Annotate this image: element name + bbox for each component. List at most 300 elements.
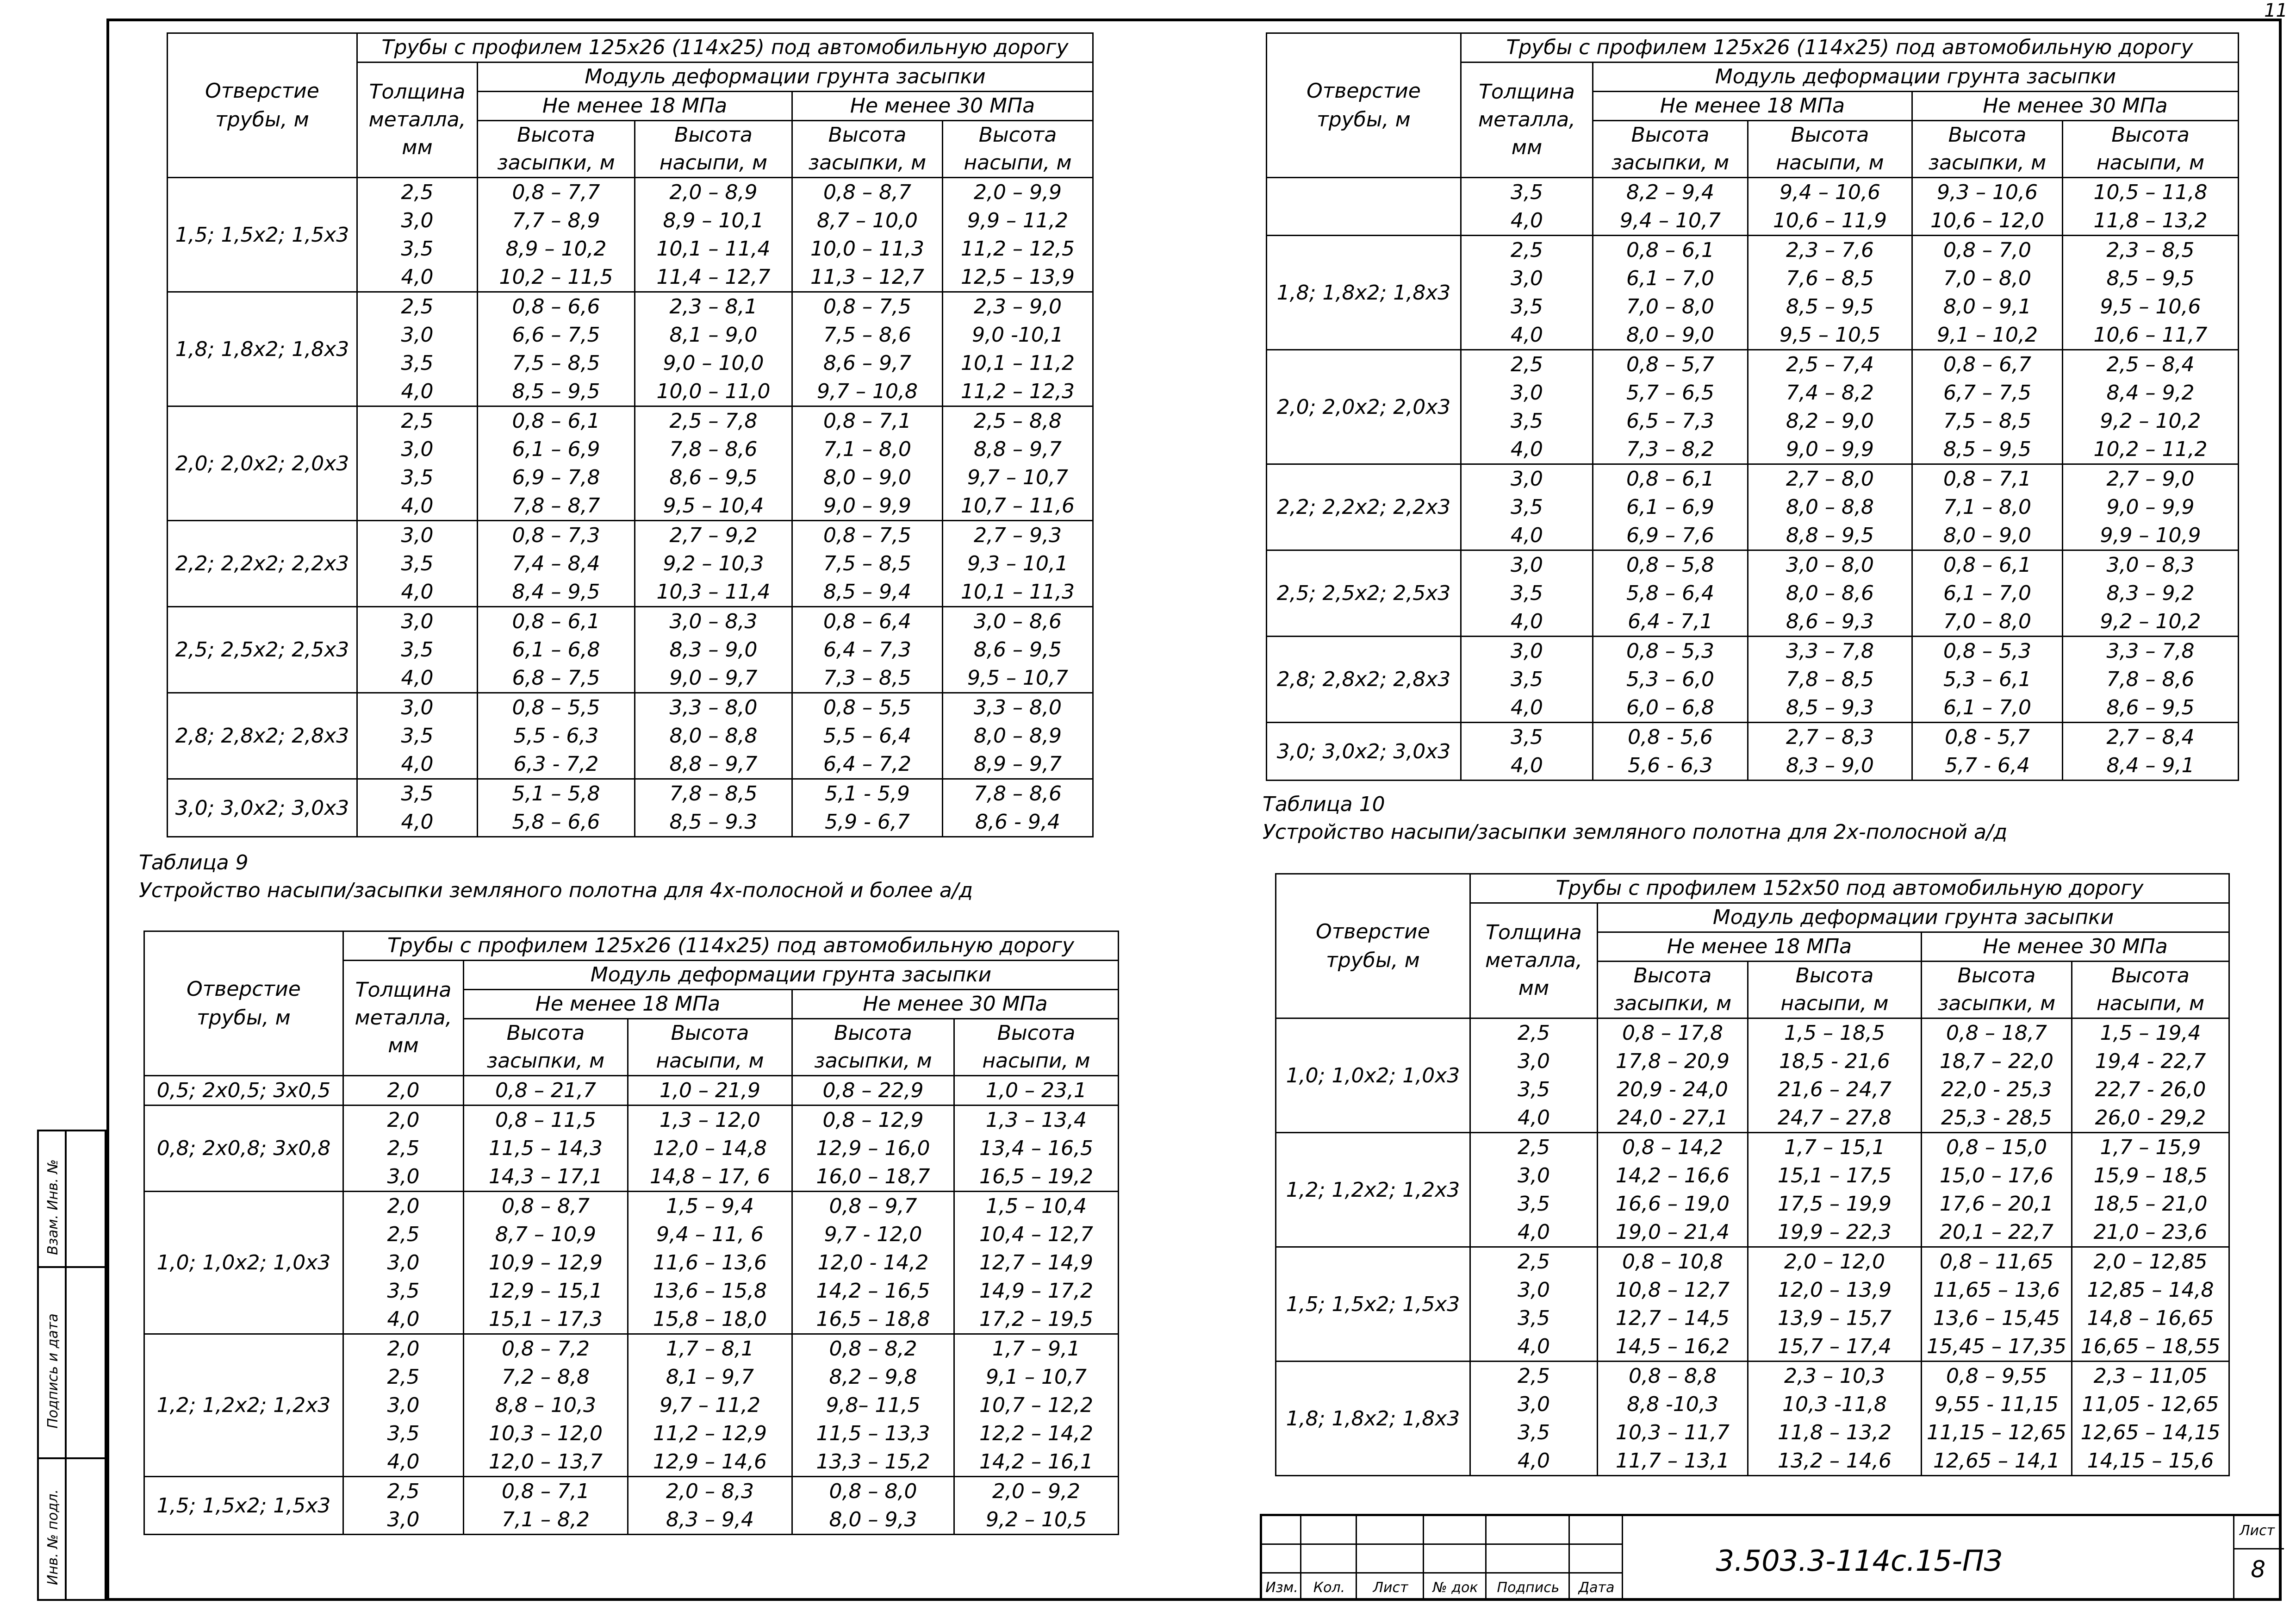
value: 3,0 – 8,3 xyxy=(669,610,758,633)
value: 20,1 – 22,7 xyxy=(1940,1220,2053,1244)
value: 5,3 – 6,0 xyxy=(1626,668,1714,691)
value: 10,1 – 11,2 xyxy=(961,351,1075,375)
value: 0,8 – 18,7 xyxy=(1946,1021,2047,1045)
value: 10,4 – 12,7 xyxy=(979,1223,1093,1246)
value: 8,2 – 9,4 xyxy=(1626,181,1714,204)
value: 6,4 – 7,2 xyxy=(823,752,911,776)
value: 2,3 – 11,05 xyxy=(2093,1364,2208,1388)
embank18-cell xyxy=(628,1076,792,1106)
opening-cell: 0,8; 2х0,8; 3х0,8 xyxy=(144,1106,343,1192)
value: 12,7 – 14,5 xyxy=(1616,1306,1730,1330)
value: 8,3 – 9,2 xyxy=(2106,581,2195,605)
table-row-group xyxy=(1276,1247,2229,1362)
header-backfill: Высота засыпки, м xyxy=(1593,121,1748,178)
value: 9,5 – 10,5 xyxy=(1780,323,1880,347)
value: 14,9 – 17,2 xyxy=(979,1279,1093,1303)
value: 14,8 – 17, 6 xyxy=(650,1165,770,1188)
value: 11,2 – 12,3 xyxy=(961,380,1075,403)
header-embank: Высота насыпи, м xyxy=(954,1019,1119,1076)
opening-cell: 1,2; 1,2х2; 1,2х3 xyxy=(144,1334,343,1477)
header-embank: Высота насыпи, м xyxy=(943,121,1093,178)
embank30-cell xyxy=(2063,550,2239,637)
stamp-label-izm: Изм. xyxy=(1265,1580,1298,1596)
value: 6,1 – 7,0 xyxy=(1943,696,2031,719)
value: 7,3 – 8,2 xyxy=(1626,437,1714,461)
value: 9,0 – 9,9 xyxy=(1786,437,1874,461)
value: 0,8 – 8,7 xyxy=(502,1194,590,1218)
header-min30: Не менее 30 МПа xyxy=(1922,932,2229,962)
value: 9,0 – 9,9 xyxy=(823,494,911,518)
value: 2,7 – 9,0 xyxy=(2106,467,2195,491)
header-modulus: Модуль деформации грунта засыпки xyxy=(478,62,1093,92)
value: 2,5 xyxy=(1511,353,1543,376)
embank18-cell xyxy=(635,292,792,406)
table-top-left xyxy=(167,32,1094,837)
value: 13,9 – 15,7 xyxy=(1778,1306,1892,1330)
value: 13,6 – 15,45 xyxy=(1933,1306,2060,1330)
embank30-cell xyxy=(943,521,1093,607)
value: 3,5 xyxy=(401,724,434,748)
value: 4,0 xyxy=(401,380,434,403)
value: 8,5 – 9,5 xyxy=(2106,267,2195,290)
header-thickness: Толщина металла, мм xyxy=(343,961,464,1076)
header-thickness: Толщина металла, мм xyxy=(1461,62,1593,178)
value: 1,0 – 23,1 xyxy=(986,1079,1087,1102)
table-9 xyxy=(143,931,1119,1535)
thickness-cell xyxy=(1461,723,1593,781)
value: 3,0 xyxy=(387,1165,420,1188)
page-number: 11 xyxy=(2264,0,2288,21)
value: 5,8 – 6,6 xyxy=(512,810,600,834)
value: 12,5 – 13,9 xyxy=(961,265,1075,289)
value: 3,3 – 8,0 xyxy=(669,696,758,719)
value: 0,8 – 22,9 xyxy=(822,1079,924,1102)
backfill30-cell xyxy=(792,1106,954,1192)
header-backfill: Высота засыпки, м xyxy=(1922,962,2072,1018)
table-row-group xyxy=(168,178,1093,292)
value: 3,0 xyxy=(401,437,434,461)
value: 11,2 – 12,9 xyxy=(653,1422,767,1445)
value: 8,5 – 9,5 xyxy=(512,380,600,403)
value: 15,1 – 17,5 xyxy=(1778,1164,1892,1187)
header-modulus: Модуль деформации грунта засыпки xyxy=(1598,903,2229,932)
value: 0,8 – 5,7 xyxy=(1626,353,1714,376)
value: 9,8– 11,5 xyxy=(826,1393,921,1417)
table-top-right xyxy=(1266,32,2239,781)
value: 2,5 xyxy=(1518,1364,1550,1388)
value: 9,7 – 10,8 xyxy=(817,380,918,403)
value: 0,8 – 5,3 xyxy=(1626,639,1714,663)
backfill18-cell xyxy=(478,292,635,406)
header-pipe-type: Трубы с профилем 152х50 под автомобильную дорогу xyxy=(1470,874,2229,903)
value: 8,8 – 9,5 xyxy=(1786,524,1874,547)
embank30-cell xyxy=(2063,236,2239,350)
value: 4,0 xyxy=(1511,209,1543,232)
value: 8,0 – 8,9 xyxy=(974,724,1062,748)
value: 13,4 – 16,5 xyxy=(979,1137,1093,1160)
opening-cell: 1,5; 1,5х2; 1,5х3 xyxy=(144,1477,343,1535)
value: 9,5 – 10,6 xyxy=(2100,295,2201,319)
value: 3,5 xyxy=(1511,725,1543,749)
value: 10,6 – 12,0 xyxy=(1930,209,2044,232)
value: 3,5 xyxy=(1511,668,1543,691)
header-min30: Не менее 30 МПа xyxy=(1912,92,2239,121)
thickness-cell xyxy=(1461,550,1593,637)
value: 2,0 xyxy=(387,1194,420,1218)
header-backfill: Высота засыпки, м xyxy=(1912,121,2063,178)
value: 3,5 xyxy=(401,782,434,806)
value: 16,65 – 18,55 xyxy=(2080,1335,2221,1358)
value: 7,1 – 8,0 xyxy=(1943,495,2031,519)
backfill30-cell xyxy=(792,1192,954,1334)
backfill18-cell xyxy=(1593,350,1748,464)
backfill18-cell xyxy=(1598,1247,1748,1362)
value: 2,0 – 9,9 xyxy=(974,181,1062,204)
table-row-group xyxy=(168,607,1093,693)
value: 10,9 – 12,9 xyxy=(489,1251,603,1274)
value: 2,5 – 7,8 xyxy=(669,409,758,433)
value: 6,7 – 7,5 xyxy=(1943,381,2031,405)
backfill30-cell xyxy=(1922,1133,2072,1247)
value: 8,5 – 9,4 xyxy=(823,580,911,604)
value: 13,6 – 15,8 xyxy=(653,1279,767,1303)
value: 0,8 – 6,1 xyxy=(512,409,600,433)
value: 11,05 - 12,65 xyxy=(2082,1393,2219,1416)
value: 11,7 – 13,1 xyxy=(1616,1449,1730,1473)
value: 9,2 – 10,3 xyxy=(663,552,764,575)
value: 9,0 -10,1 xyxy=(972,323,1064,347)
value: 0,8 – 6,7 xyxy=(1943,353,2031,376)
value: 0,8 – 6,6 xyxy=(512,295,600,319)
value: 10,2 – 11,5 xyxy=(499,265,613,289)
table9-caption: Таблица 9 xyxy=(139,851,249,874)
table10-caption: Таблица 10 xyxy=(1263,793,1385,816)
value: 2,0 xyxy=(387,1337,420,1361)
backfill30-cell xyxy=(1912,236,2063,350)
value: 0,8 – 14,2 xyxy=(1622,1136,1723,1159)
embank30-cell xyxy=(954,1334,1119,1477)
value: 19,9 – 22,3 xyxy=(1778,1220,1892,1244)
value: 10,7 – 11,6 xyxy=(961,494,1075,518)
value: 3,0 xyxy=(1511,553,1543,577)
table10-title: Устройство насыпи/засыпки земляного полотна для 2х-полосной а/д xyxy=(1263,820,2008,844)
table-row-group xyxy=(1276,1133,2229,1247)
value: 19,0 – 21,4 xyxy=(1616,1220,1730,1244)
value: 10,0 – 11,0 xyxy=(656,380,771,403)
backfill18-cell xyxy=(464,1106,628,1192)
value: 8,6 – 9,7 xyxy=(823,351,911,375)
embank18-cell xyxy=(628,1192,792,1334)
value: 7,8 – 8,7 xyxy=(512,494,600,518)
value: 2,0 – 12,0 xyxy=(1784,1250,1885,1274)
sheet-number: 8 xyxy=(2251,1556,2265,1583)
value: 10,6 – 11,7 xyxy=(2093,323,2208,347)
embank30-cell xyxy=(2063,464,2239,550)
value: 9,9 – 11,2 xyxy=(967,209,1068,232)
thickness-cell xyxy=(343,1076,464,1106)
value: 10,2 – 11,2 xyxy=(2093,437,2208,461)
value: 1,5 – 9,4 xyxy=(666,1194,754,1218)
backfill18-cell xyxy=(478,521,635,607)
table-row-group xyxy=(1267,350,2239,464)
thickness-cell xyxy=(1461,236,1593,350)
value: 9,0 – 10,0 xyxy=(663,351,764,375)
value: 2,0 – 8,9 xyxy=(669,181,758,204)
value: 1,5 – 18,5 xyxy=(1784,1021,1885,1045)
value: 0,8 – 7,2 xyxy=(502,1337,590,1361)
embank30-cell xyxy=(954,1106,1119,1192)
value: 11,8 – 13,2 xyxy=(2093,209,2208,232)
value: 22,0 - 25,3 xyxy=(1941,1078,2052,1101)
value: 3,5 xyxy=(1518,1192,1550,1216)
embank30-cell xyxy=(2063,350,2239,464)
table-row-group xyxy=(1276,1018,2229,1133)
value: 9,1 – 10,7 xyxy=(986,1365,1087,1389)
value: 6,1 – 7,0 xyxy=(1943,581,2031,605)
opening-cell: 2,5; 2,5х2; 2,5х3 xyxy=(1267,550,1461,637)
value: 0,8 – 8,7 xyxy=(823,181,911,204)
value: 8,8 – 10,3 xyxy=(495,1393,596,1417)
value: 2,7 – 8,3 xyxy=(1786,725,1874,749)
value: 4,0 xyxy=(387,1307,420,1331)
embank18-cell xyxy=(1748,1247,1922,1362)
stamp-label-kol: Кол. xyxy=(1313,1580,1345,1596)
value: 3,5 xyxy=(401,638,434,662)
value: 6,5 – 7,3 xyxy=(1626,409,1714,433)
value: 6,3 - 7,2 xyxy=(513,752,599,776)
value: 1,7 – 15,9 xyxy=(2100,1136,2201,1159)
value: 0,8 - 5,7 xyxy=(1945,725,2030,749)
backfill30-cell xyxy=(792,1334,954,1477)
value: 8,3 – 9,4 xyxy=(666,1508,754,1531)
value: 9,4 – 10,7 xyxy=(1620,209,1721,232)
value: 0,8 – 7,7 xyxy=(512,181,600,204)
side-strip-sign xyxy=(37,1266,106,1459)
value: 9,2 – 10,5 xyxy=(986,1508,1087,1531)
value: 14,2 – 16,6 xyxy=(1616,1164,1730,1187)
document-code: 3.503.3-114с.15-ПЗ xyxy=(1716,1544,2003,1578)
value: 8,3 – 9,0 xyxy=(1786,754,1874,777)
backfill30-cell xyxy=(792,693,943,779)
value: 8,4 – 9,2 xyxy=(2106,381,2195,405)
embank18-cell xyxy=(1748,178,1912,236)
value: 8,1 – 9,7 xyxy=(666,1365,754,1389)
backfill18-cell xyxy=(1598,1133,1748,1247)
value: 6,9 – 7,8 xyxy=(512,466,600,489)
value: 0,8 – 10,8 xyxy=(1622,1250,1723,1274)
value: 3,0 xyxy=(1511,639,1543,663)
value: 4,0 xyxy=(401,265,434,289)
value: 8,7 – 10,9 xyxy=(495,1223,596,1246)
value: 9,0 – 9,7 xyxy=(669,666,758,690)
value: 10,3 – 12,0 xyxy=(489,1422,603,1445)
embank18-cell xyxy=(635,693,792,779)
value: 3,0 xyxy=(1518,1164,1550,1187)
header-embank: Высота насыпи, м xyxy=(1748,962,1922,1018)
value: 5,5 - 6,3 xyxy=(513,724,599,748)
value: 6,4 - 7,1 xyxy=(1628,610,1713,633)
embank18-cell xyxy=(1748,637,1912,723)
embank30-cell xyxy=(2072,1362,2229,1476)
value: 12,0 – 13,9 xyxy=(1778,1278,1892,1302)
value: 5,7 - 6,4 xyxy=(1945,754,2030,777)
value: 7,8 – 8,5 xyxy=(1786,668,1874,691)
value: 3,0 xyxy=(1511,267,1543,290)
value: 8,0 – 9,0 xyxy=(823,466,911,489)
value: 7,0 – 8,0 xyxy=(1943,610,2031,633)
thickness-cell xyxy=(1461,637,1593,723)
value: 13,3 – 15,2 xyxy=(816,1450,930,1474)
value: 8,4 – 9,5 xyxy=(512,580,600,604)
opening-cell: 2,0; 2,0х2; 2,0х3 xyxy=(1267,350,1461,464)
value: 3,0 – 8,6 xyxy=(974,610,1062,633)
value: 14,5 – 16,2 xyxy=(1616,1335,1730,1358)
value: 3,0 xyxy=(401,323,434,347)
value: 9,5 – 10,7 xyxy=(967,666,1068,690)
value: 4,0 xyxy=(1511,323,1543,347)
value: 14,8 – 16,65 xyxy=(2087,1306,2214,1330)
value: 3,5 xyxy=(1511,295,1543,319)
value: 8,9 – 9,7 xyxy=(974,752,1062,776)
embank18-cell xyxy=(635,521,792,607)
backfill18-cell xyxy=(478,178,635,292)
value: 12,0 – 14,8 xyxy=(653,1137,767,1160)
side-label-sign: Подпись и дата xyxy=(44,1313,61,1429)
value: 4,0 xyxy=(1518,1449,1550,1473)
value: 11,6 – 13,6 xyxy=(653,1251,767,1274)
header-backfill: Высота засыпки, м xyxy=(792,121,943,178)
value: 4,0 xyxy=(401,666,434,690)
value: 10,6 – 11,9 xyxy=(1773,209,1887,232)
embank30-cell xyxy=(943,406,1093,521)
value: 0,8 – 6,1 xyxy=(1626,238,1714,262)
header-opening: Отверстие трубы, м xyxy=(1267,33,1461,178)
value: 11,4 – 12,7 xyxy=(656,265,771,289)
table-row-group xyxy=(144,1334,1119,1477)
header-modulus: Модуль деформации грунта засыпки xyxy=(464,961,1119,990)
value: 12,0 - 14,2 xyxy=(817,1251,929,1274)
embank30-cell xyxy=(943,693,1093,779)
value: 4,0 xyxy=(1518,1220,1550,1244)
backfill30-cell xyxy=(1912,350,2063,464)
thickness-cell xyxy=(1470,1133,1598,1247)
value: 3,5 xyxy=(401,351,434,375)
value: 1,3 – 13,4 xyxy=(986,1108,1087,1132)
thickness-cell xyxy=(343,1334,464,1477)
value: 8,4 – 9,1 xyxy=(2106,754,2195,777)
value: 7,5 – 8,6 xyxy=(823,323,911,347)
value: 1,5 – 19,4 xyxy=(2100,1021,2201,1045)
value: 15,8 – 18,0 xyxy=(653,1307,767,1331)
value: 2,3 – 9,0 xyxy=(974,295,1062,319)
value: 22,7 - 26,0 xyxy=(2095,1078,2206,1101)
value: 9,4 – 11, 6 xyxy=(656,1223,764,1246)
value: 17,8 – 20,9 xyxy=(1616,1049,1730,1073)
thickness-cell xyxy=(343,1106,464,1192)
value: 9,7 – 10,7 xyxy=(967,466,1068,489)
table-row-group xyxy=(168,693,1093,779)
value: 18,5 - 21,6 xyxy=(1779,1049,1890,1073)
value: 10,0 – 11,3 xyxy=(810,237,924,261)
header-opening: Отверстие трубы, м xyxy=(144,931,343,1076)
value: 8,5 – 9,5 xyxy=(1786,295,1874,319)
backfill30-cell xyxy=(1922,1018,2072,1133)
thickness-cell xyxy=(357,521,478,607)
value: 7,0 – 8,0 xyxy=(1943,267,2031,290)
embank30-cell xyxy=(943,779,1093,837)
header-backfill: Высота засыпки, м xyxy=(478,121,635,178)
value: 26,0 - 29,2 xyxy=(2095,1106,2206,1130)
value: 3,0 xyxy=(1518,1393,1550,1416)
value: 12,65 – 14,1 xyxy=(1933,1449,2060,1473)
thickness-cell xyxy=(343,1192,464,1334)
value: 4,0 xyxy=(401,752,434,776)
value: 3,0 xyxy=(401,696,434,719)
value: 2,7 – 9,2 xyxy=(669,524,758,547)
value: 3,3 – 7,8 xyxy=(1786,639,1874,663)
value: 11,8 – 13,2 xyxy=(1778,1421,1892,1444)
value: 8,6 – 9,5 xyxy=(669,466,758,489)
value: 8,5 – 9.3 xyxy=(669,810,758,834)
opening-cell: 1,5; 1,5х2; 1,5х3 xyxy=(168,178,357,292)
value: 0,8 – 7,3 xyxy=(512,524,600,547)
stamp-label-sign: Подпись xyxy=(1497,1580,1560,1596)
opening-cell: 1,0; 1,0х2; 1,0х3 xyxy=(1276,1018,1470,1133)
embank30-cell xyxy=(2072,1247,2229,1362)
embank18-cell xyxy=(635,406,792,521)
value: 7,3 – 8,5 xyxy=(823,666,911,690)
opening-cell: 1,5; 1,5х2; 1,5х3 xyxy=(1276,1247,1470,1362)
value: 1,7 – 15,1 xyxy=(1784,1136,1885,1159)
value: 12,7 – 14,9 xyxy=(979,1251,1093,1274)
value: 7,4 – 8,2 xyxy=(1786,381,1874,405)
value: 12,85 – 14,8 xyxy=(2087,1278,2214,1302)
value: 16,5 – 18,8 xyxy=(816,1307,930,1331)
value: 3,5 xyxy=(1518,1421,1550,1444)
value: 8,2 – 9,8 xyxy=(829,1365,917,1389)
value: 4,0 xyxy=(1511,610,1543,633)
value: 3,0 xyxy=(401,524,434,547)
value: 0,8 – 7,1 xyxy=(1943,467,2031,491)
value: 2,5 xyxy=(1518,1021,1550,1045)
header-pipe-type: Трубы с профилем 125x26 (114x25) под автомобильную дорогу xyxy=(1461,33,2239,62)
thickness-cell xyxy=(357,406,478,521)
value: 8,0 – 9,1 xyxy=(1943,295,2031,319)
value: 14,15 – 15,6 xyxy=(2087,1449,2214,1473)
value: 5,3 – 6,1 xyxy=(1943,668,2031,691)
header-thickness: Толщина металла, мм xyxy=(1470,903,1598,1018)
embank18-cell xyxy=(635,779,792,837)
opening-cell: 1,8; 1,8х2; 1,8х3 xyxy=(1276,1362,1470,1476)
table-row-group xyxy=(1267,464,2239,550)
embank18-cell xyxy=(1748,1133,1922,1247)
embank18-cell xyxy=(1748,350,1912,464)
value: 9,1 – 10,2 xyxy=(1937,323,2038,347)
value: 4,0 xyxy=(1511,696,1543,719)
value: 4,0 xyxy=(401,810,434,834)
value: 3,5 xyxy=(1511,181,1543,204)
value: 10,3 – 11,7 xyxy=(1616,1421,1730,1444)
backfill30-cell xyxy=(1912,723,2063,781)
value: 7,5 – 8,5 xyxy=(512,351,600,375)
value: 18,5 – 21,0 xyxy=(2093,1192,2208,1216)
value: 12,9 – 14,6 xyxy=(653,1450,767,1474)
table-row-group xyxy=(1267,637,2239,723)
value: 0,8 – 8,2 xyxy=(829,1337,917,1361)
opening-cell: 2,2; 2,2х2; 2,2х3 xyxy=(1267,464,1461,550)
value: 3,0 xyxy=(387,1251,420,1274)
value: 8,0 – 8,8 xyxy=(1786,495,1874,519)
